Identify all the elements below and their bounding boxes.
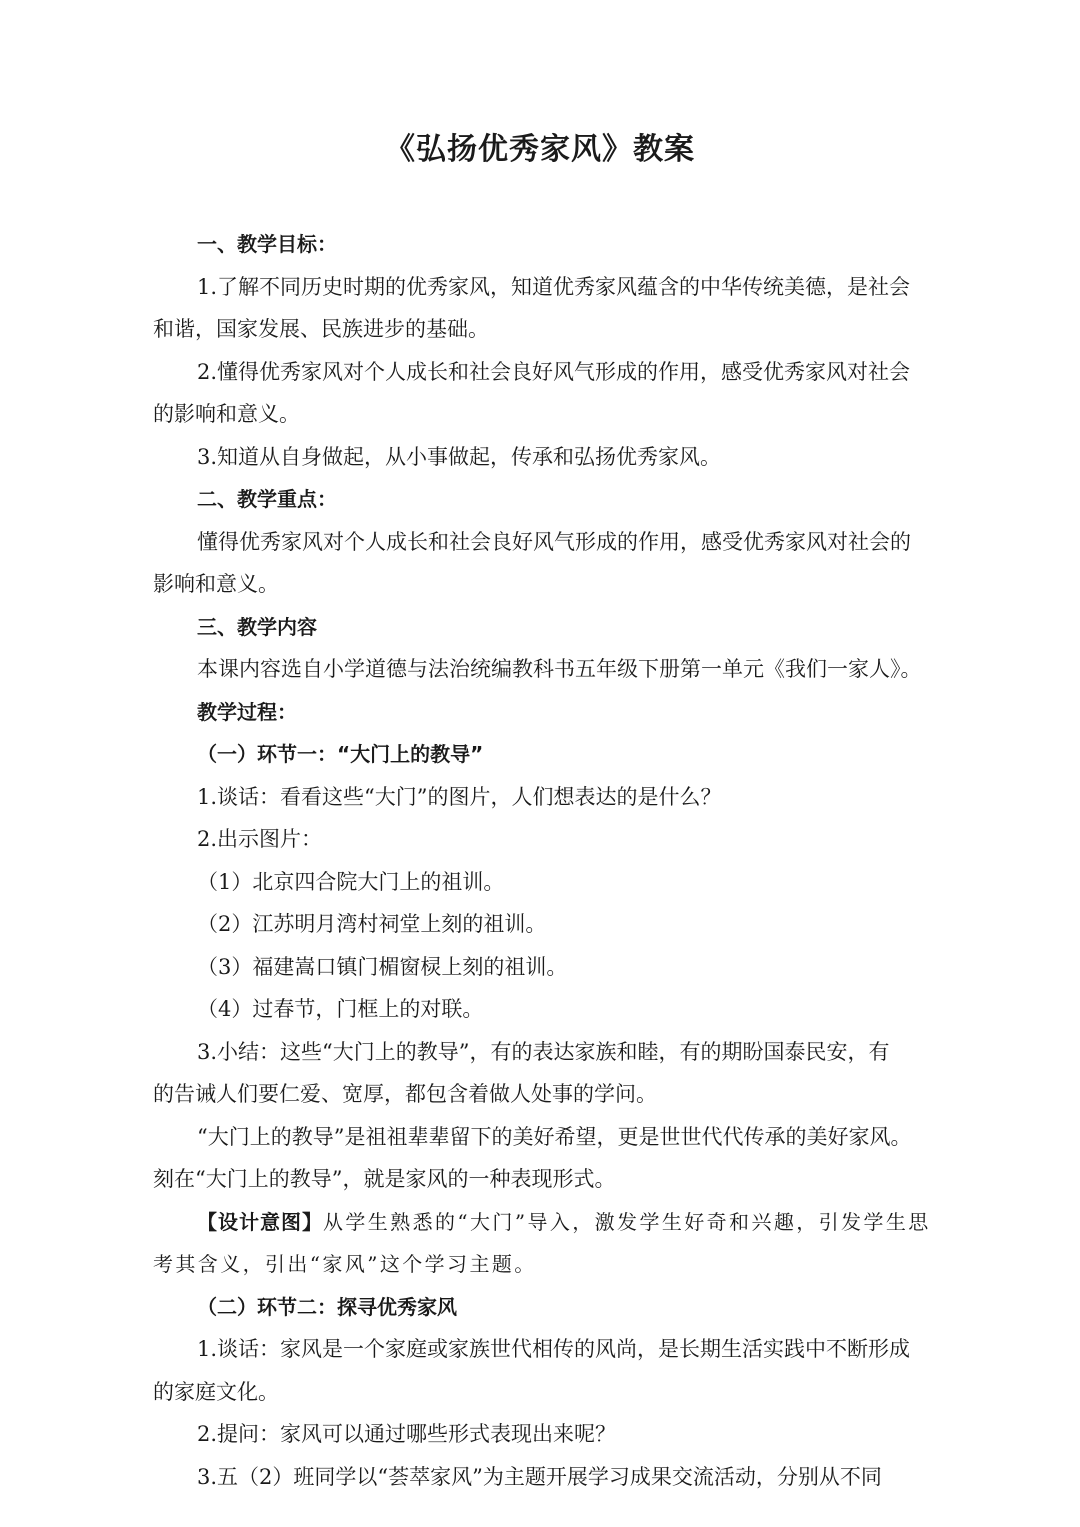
stage-1-image-1: （1）北京四合院大门上的祖训。 <box>197 869 505 894</box>
content-paragraph: 本课内容选自小学道德与法治统编教科书五年级下册第一单元《我们一家人》。 <box>197 657 922 681</box>
stage-1-image-3: （3）福建嵩口镇门楣窗棂上刻的祖训。 <box>197 954 568 979</box>
stage-1-image-4: （4）过春节，门框上的对联。 <box>197 997 484 1021</box>
objective-1-line-2: 和谐，国家发展、民族进步的基础。 <box>153 317 489 341</box>
document-body <box>153 223 943 1498</box>
stage-1-show-images: 2.出示图片： <box>197 827 323 851</box>
stage-1-paragraph-line-2: 刻在“大门上的教导”，就是家风的一种表现形式。 <box>153 1167 616 1191</box>
section-heading-content: 三、教学内容 <box>197 614 317 639</box>
design-intent-tag: 【设计意图】 <box>197 1209 323 1234</box>
design-intent-line-2: 考其含义，引出“家风”这个学习主题。 <box>153 1252 537 1276</box>
stage-2-activity-line-1: 3.五（2）班同学以“荟萃家风”为主题开展学习成果交流活动，分别从不同 <box>197 1464 882 1489</box>
design-intent-line-1 <box>153 1201 943 1244</box>
stage-2-talk-line-1: 1.谈话：家风是一个家庭或家族世代相传的风尚，是长期生活实践中不断形成 <box>197 1337 911 1361</box>
section-heading-objectives: 一、教学目标： <box>197 232 337 256</box>
objective-2-line-2: 的影响和意义。 <box>153 402 300 426</box>
design-intent-text: 从学生熟悉的“大门”导入，激发学生好奇和兴趣，引发学生思 <box>323 1209 931 1234</box>
stage-1-heading: （一）环节一：“大门上的教导” <box>197 742 484 766</box>
stage-2-question: 2.提问：家风可以通过哪些形式表现出来呢？ <box>197 1422 617 1446</box>
document-title: 《弘扬优秀家风》教案 <box>385 132 695 167</box>
focus-line-1: 懂得优秀家风对个人成长和社会良好风气形成的作用，感受优秀家风对社会的 <box>197 529 911 554</box>
stage-2-talk-line-2: 的家庭文化。 <box>153 1379 279 1404</box>
stage-1-summary-line-1: 3.小结：这些“大门上的教导”，有的表达家族和睦，有的期盼国泰民安，有 <box>197 1039 890 1064</box>
stage-1-talk: 1.谈话：看看这些“大门”的图片，人们想表达的是什么？ <box>197 784 722 809</box>
objective-3: 3.知道从自身做起，从小事做起，传承和弘扬优秀家风。 <box>197 444 722 469</box>
focus-line-2: 影响和意义。 <box>153 572 279 596</box>
objective-1-line-1: 1.了解不同历史时期的优秀家风，知道优秀家风蕴含的中华传统美德，是社会 <box>197 274 911 299</box>
stage-1-image-2: （2）江苏明月湾村祠堂上刻的祖训。 <box>197 912 547 936</box>
stage-1-summary-line-2: 的告诫人们要仁爱、宽厚，都包含着做人处事的学问。 <box>153 1082 657 1106</box>
objective-2-line-1: 2.懂得优秀家风对个人成长和社会良好风气形成的作用，感受优秀家风对社会 <box>197 359 911 384</box>
section-heading-focus: 二、教学重点： <box>197 487 337 511</box>
stage-1-paragraph-line-1: “大门上的教导”是祖祖辈辈留下的美好希望，更是世世代代传承的美好家风。 <box>197 1124 912 1149</box>
process-heading: 教学过程： <box>197 699 297 724</box>
stage-2-heading: （二）环节二：探寻优秀家风 <box>197 1294 457 1319</box>
